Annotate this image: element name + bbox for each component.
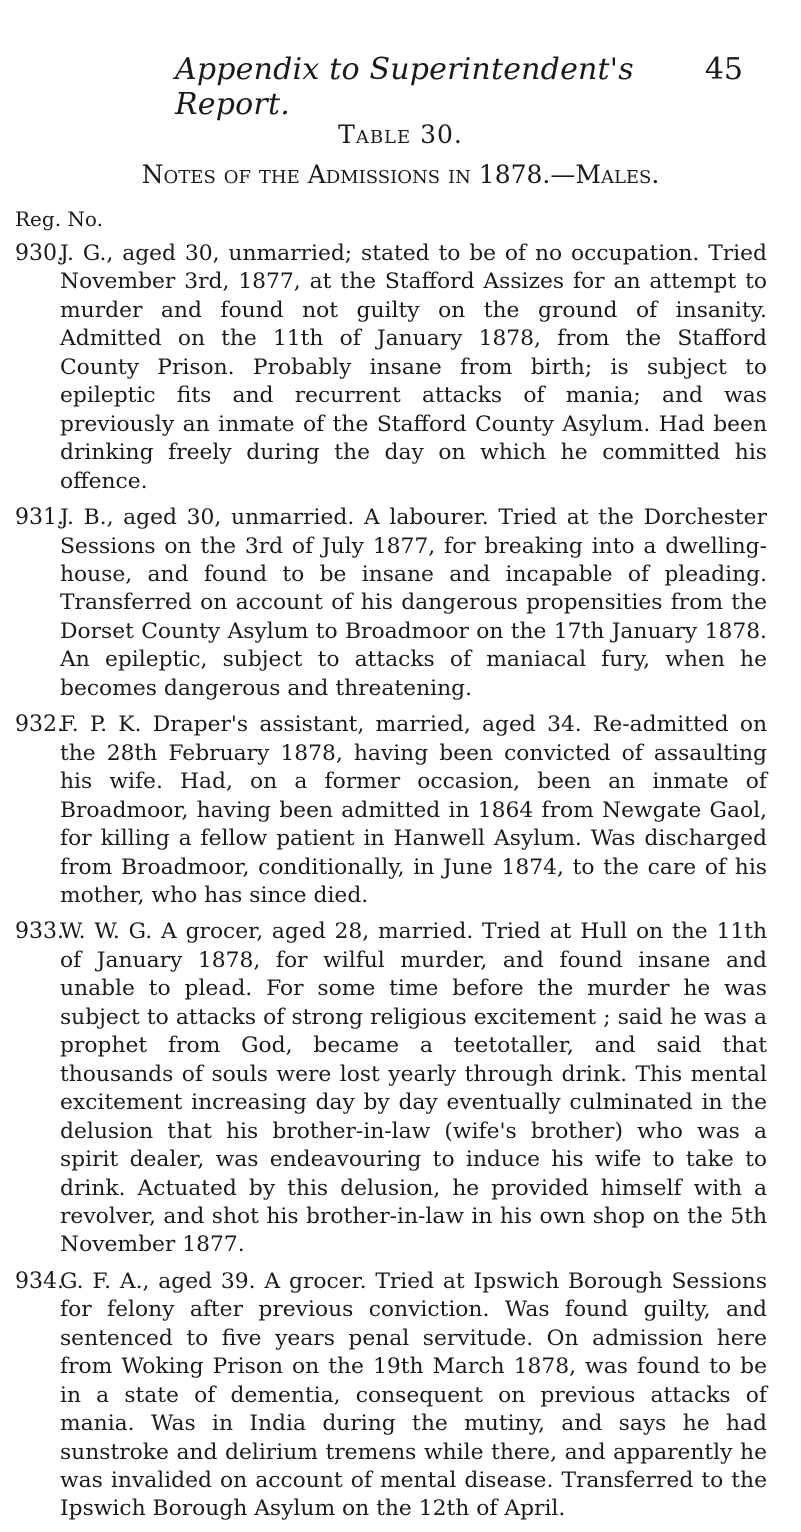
page-number: 45 (704, 52, 743, 87)
running-head (175, 52, 743, 122)
entry-931 (15, 504, 767, 703)
admission-notes (15, 240, 767, 1532)
entry-text: G. F. A., aged 39. A grocer. Tried at Ipswich Borough Sessions for felony after previous conviction. Was found guilty, and sentenced to five years penal servitude. On admission here from Woking Prison on the 19th March 1878, was found to be in a state of dementia, consequent on previous attacks of mania. Was in India during the mutiny, and says he had sunstroke and delirium tremens while there, and apparently he was invalided on account of mental disease. Transferred to the Ipswich Borough Asylum on the 12th of April. (60, 1268, 767, 1522)
reg-no-label: Reg. No. (15, 207, 103, 231)
entry-reg-no: 932. (15, 712, 64, 738)
entry-text: J. B., aged 30, unmarried. A labourer. Tried at the Dorchester Sessions on the 3rd of July 1877, for breaking into a dwelling-house, and found to be insane and incapable of pleading. Transferred on account of his dangerous propensities from the Dorset County Asylum to Broadmoor on the 17th January 1878. An epileptic, subject to attacks of maniacal fury, when he becomes dangerous and threatening. (60, 505, 767, 701)
entry-reg-no: 933. (15, 919, 64, 945)
entry-text: J. G., aged 30, unmarried; stated to be of no occupation. Tried November 3rd, 1877, at the Stafford Assizes for an attempt to murder and found not guilty on the ground of insanity. Admitted on the 11th of January 1878, from the Stafford County Prison. Probably insane from birth; is subject to epileptic fits and recurrent attacks of mania; and was previously an inmate of the Stafford County Asylum. Had been drinking freely during the day on which he committed his offence. (60, 241, 767, 494)
entry-932 (15, 711, 767, 910)
entry-930 (15, 240, 767, 496)
entry-934 (15, 1268, 767, 1524)
entry-reg-no: 930. (15, 241, 64, 266)
running-title: Appendix to Superintendent's Report. (175, 52, 634, 122)
entry-933 (15, 918, 767, 1259)
table-title: Table 30. (338, 120, 463, 149)
entry-text: W. W. G. A grocer, aged 28, married. Tried at Hull on the 11th of January 1878, for wilful murder, and found insane and unable to plead. For some time before the murder he was subject to attacks of strong religious excitement ; said he was a prophet from God, became a teetotaller, and said that thousands of souls were lost yearly through drink. This mental excitement increasing day by day eventually culminated in the delusion that his brother-in-law (wife's brother) who was a spirit dealer, was endeavouring to induce his wife to take to drink. Actuated by this delusion, he provided himself with a revolver, and shot his brother-in-law in his own shop on the 5th November 1877. (60, 919, 767, 1258)
entry-reg-no: 934. (15, 1268, 64, 1294)
entry-reg-no: 931. (15, 505, 64, 531)
entry-text: F. P. K. Draper's assistant, married, aged 34. Re-admitted on the 28th February 1878, having been convicted of assaulting his wife. Had, on a former occasion, been an inmate of Broadmoor, having been admitted in 1864 from Newgate Gaol, for killing a fellow patient in Hanwell Asylum. Was discharged from Broadmoor, conditionally, in June 1874, to the care of his mother, who has since died. (60, 712, 767, 908)
table-subtitle: Notes of the Admissions in 1878.—Males. (141, 160, 660, 189)
